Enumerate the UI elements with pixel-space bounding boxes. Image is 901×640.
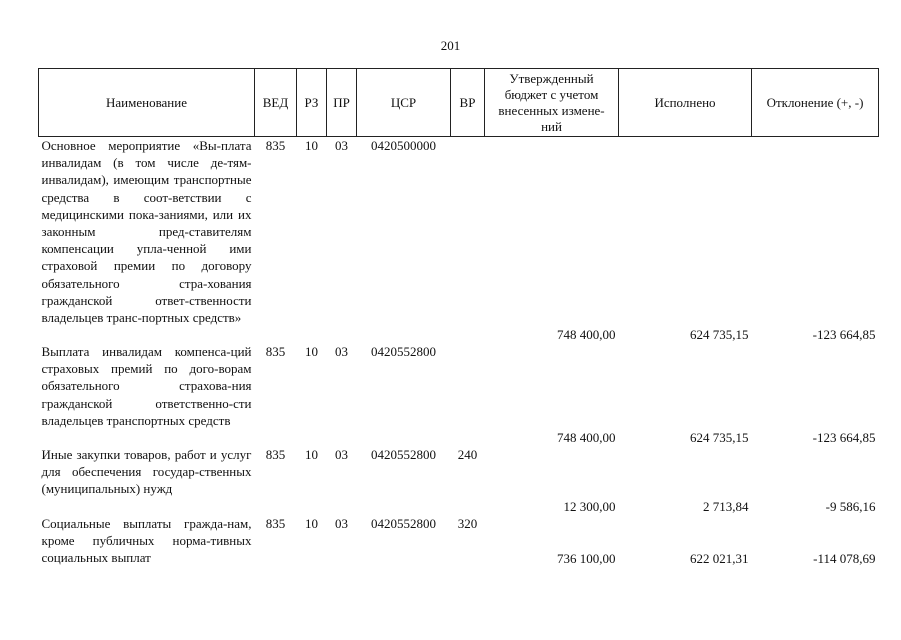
row-vr: 320 — [457, 516, 478, 531]
row-csr: 0420552800 — [371, 447, 436, 462]
row-name: Социальные выплаты гражда-нам, кроме публичных норма-тивных социальных выплат — [41, 516, 252, 566]
header-ved: ВЕД — [255, 69, 297, 137]
row-rz: 10 — [305, 447, 318, 462]
row-rz: 10 — [305, 344, 318, 359]
budget-table — [38, 68, 879, 567]
row-vr — [451, 343, 485, 446]
row-name: Основное мероприятие «Вы-плата инвалидам (в том числе де-тям-инвалидам), имеющим транспортные средства в соот-ветствии с медицинскими пока-заниями, или их законным пред-ставителям компенсации упла-ченной ими страховой премии по договору обязательного стра-хования гражданской ответ-ственности владельцев транс-портных средств» — [41, 138, 252, 326]
row-name: Выплата инвалидам компенса-ций страховых премий по дого-ворам обязательного страхова-ния гражданской ответственно-сти владельцев транспортных средств — [41, 344, 252, 428]
row-approved: 736 100,00 — [557, 550, 616, 566]
row-pr: 03 — [335, 138, 348, 153]
row-executed: 624 735,15 — [690, 429, 749, 445]
header-deviation: Отклонение (+, -) — [752, 69, 879, 137]
row-csr: 0420500000 — [371, 138, 436, 153]
row-rz: 10 — [305, 138, 318, 153]
header-row — [39, 69, 879, 137]
header-vr: ВР — [451, 69, 485, 137]
header-pr: ПР — [327, 69, 357, 137]
header-executed: Исполнено — [619, 69, 752, 137]
row-ved: 835 — [265, 447, 286, 462]
row-deviation: -9 586,16 — [825, 498, 876, 514]
header-name: Наименование — [39, 69, 255, 137]
header-rz: РЗ — [297, 69, 327, 137]
row-pr: 03 — [335, 516, 348, 531]
row-ved: 835 — [265, 344, 286, 359]
row-deviation: -123 664,85 — [812, 326, 876, 342]
row-name: Иные закупки товаров, работ и услуг для обеспечения государ-ственных (муниципальных) нужд — [41, 447, 252, 497]
row-approved: 748 400,00 — [557, 326, 616, 342]
header-csr: ЦСР — [357, 69, 451, 137]
row-deviation: -123 664,85 — [812, 429, 876, 445]
row-csr: 0420552800 — [371, 516, 436, 531]
row-pr: 03 — [335, 447, 348, 462]
row-pr: 03 — [335, 344, 348, 359]
row-csr: 0420552800 — [371, 344, 436, 359]
table-row — [39, 343, 879, 446]
row-vr: 240 — [457, 447, 478, 462]
row-executed: 624 735,15 — [690, 326, 749, 342]
row-ved: 835 — [265, 138, 286, 153]
header-approved: Утвержденный бюджет с учетом внесенных измене-ний — [485, 69, 619, 137]
row-rz: 10 — [305, 516, 318, 531]
table-row — [39, 515, 879, 567]
row-approved: 748 400,00 — [557, 429, 616, 445]
table-row — [39, 137, 879, 344]
row-deviation: -114 078,69 — [813, 550, 876, 566]
row-ved: 835 — [265, 516, 286, 531]
row-executed: 2 713,84 — [703, 498, 749, 514]
row-executed: 622 021,31 — [690, 550, 749, 566]
table-row — [39, 446, 879, 515]
page-number: 201 — [440, 38, 461, 53]
row-approved: 12 300,00 — [563, 498, 616, 514]
row-vr — [451, 137, 485, 344]
